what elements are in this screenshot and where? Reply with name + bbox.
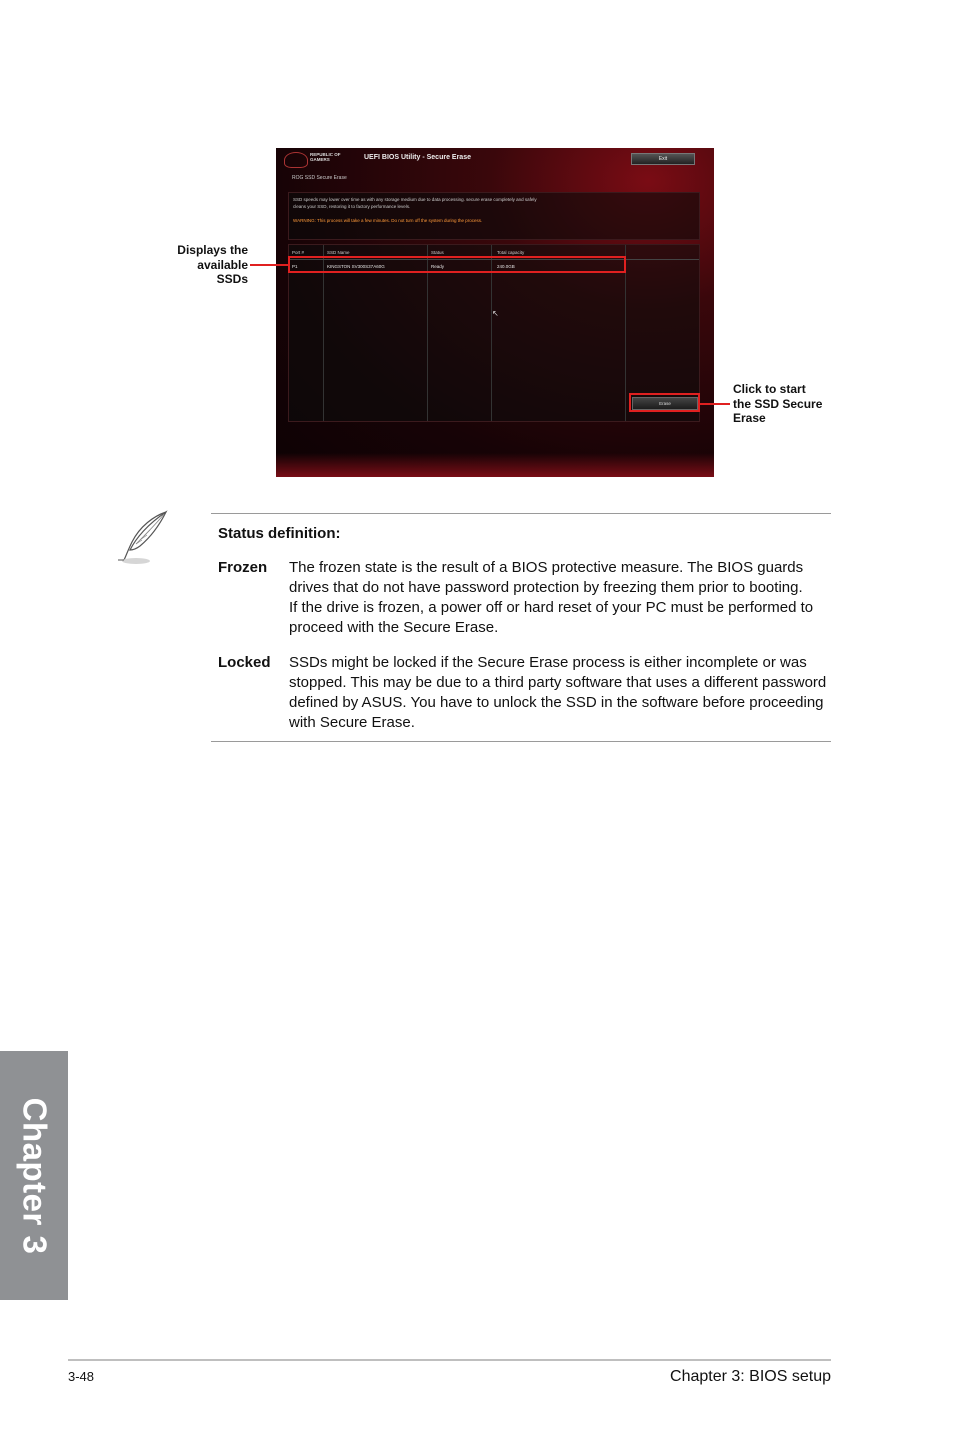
erase-button-highlight bbox=[629, 393, 700, 412]
definition-line: SSDs might be locked if the Secure Erase process is either incomplete or was bbox=[289, 654, 807, 671]
page-number: 3-48 bbox=[68, 1369, 95, 1384]
bios-brand: REPUBLIC OF GAMERS bbox=[310, 152, 341, 162]
note-top-rule bbox=[211, 513, 831, 514]
bios-screenshot bbox=[276, 148, 714, 477]
note-heading: Status definition: bbox=[218, 525, 341, 542]
definition-locked bbox=[289, 653, 834, 733]
footer-rule bbox=[68, 1359, 831, 1361]
term-locked: Locked bbox=[218, 654, 271, 671]
column-header: Status bbox=[431, 250, 444, 255]
ssd-row-highlight bbox=[288, 256, 626, 273]
definition-frozen bbox=[289, 558, 834, 638]
callout-line-text: SSDs bbox=[216, 272, 248, 286]
definition-line: drives that do not have password protection by freezing them prior to booting. bbox=[289, 579, 803, 596]
callout-line-text: Displays the bbox=[177, 243, 248, 257]
chapter-tab-text: Chapter 3 bbox=[16, 1097, 53, 1254]
bios-bottom-glow bbox=[276, 453, 714, 477]
callout-line-text: Erase bbox=[733, 411, 766, 425]
secure-erase-heading: ROG SSD Secure Erase bbox=[292, 175, 347, 181]
column-header: Port # bbox=[292, 250, 305, 255]
definition-line: stopped. This may be due to a third party software that uses a different password bbox=[289, 674, 827, 691]
term-frozen: Frozen bbox=[218, 559, 268, 576]
info-line: cleans your SSD, restoring it to factory performance levels. bbox=[293, 204, 411, 209]
callout-connector-right bbox=[699, 403, 730, 405]
definition-line: defined by ASUS. You have to unlock the SSD in the software before proceeding bbox=[289, 694, 824, 711]
warning-text: WARNING: This process will take a few minutes. Do not turn off the system during the process. bbox=[293, 218, 483, 223]
info-line: SSD speeds may lower over time as with any storage medium due to data processing. secure erase completely and safely bbox=[293, 197, 537, 202]
ssd-status: Ready bbox=[431, 264, 445, 269]
ssd-capacity: 240.0GB bbox=[497, 264, 515, 269]
definition-line: The frozen state is the result of a BIOS protective measure. The BIOS guards bbox=[289, 559, 804, 576]
callout-start-erase bbox=[733, 382, 843, 426]
bios-title: UEFI BIOS Utility - Secure Erase bbox=[364, 154, 471, 161]
callout-line-text: the SSD Secure bbox=[733, 396, 823, 411]
rog-logo-icon bbox=[284, 152, 308, 168]
chapter-tab-label bbox=[0, 1051, 68, 1300]
callout-available-ssds bbox=[140, 243, 248, 287]
callout-connector-left bbox=[250, 264, 288, 266]
note-bottom-rule bbox=[211, 741, 831, 742]
ssd-port: P1 bbox=[292, 264, 298, 269]
definition-line: with Secure Erase. bbox=[289, 714, 415, 731]
callout-line-text: Click to start bbox=[733, 382, 806, 396]
info-panel bbox=[288, 192, 700, 240]
erase-button[interactable]: Erase bbox=[632, 397, 698, 410]
column-header: SSD Name bbox=[327, 250, 350, 255]
callout-line-text: available bbox=[197, 257, 248, 272]
definition-line: If the drive is frozen, a power off or hard reset of your PC must be performed to bbox=[289, 599, 814, 616]
ssd-name: KINGSTON SV300S37A60G bbox=[327, 264, 385, 269]
column-header: Total capacity bbox=[497, 250, 525, 255]
mouse-cursor-icon: ↖ bbox=[492, 309, 499, 318]
feather-note-icon bbox=[114, 508, 174, 568]
exit-button[interactable]: Exit bbox=[631, 153, 695, 165]
footer-chapter-title: Chapter 3: BIOS setup bbox=[670, 1368, 831, 1385]
definition-line: proceed with the Secure Erase. bbox=[289, 619, 499, 636]
